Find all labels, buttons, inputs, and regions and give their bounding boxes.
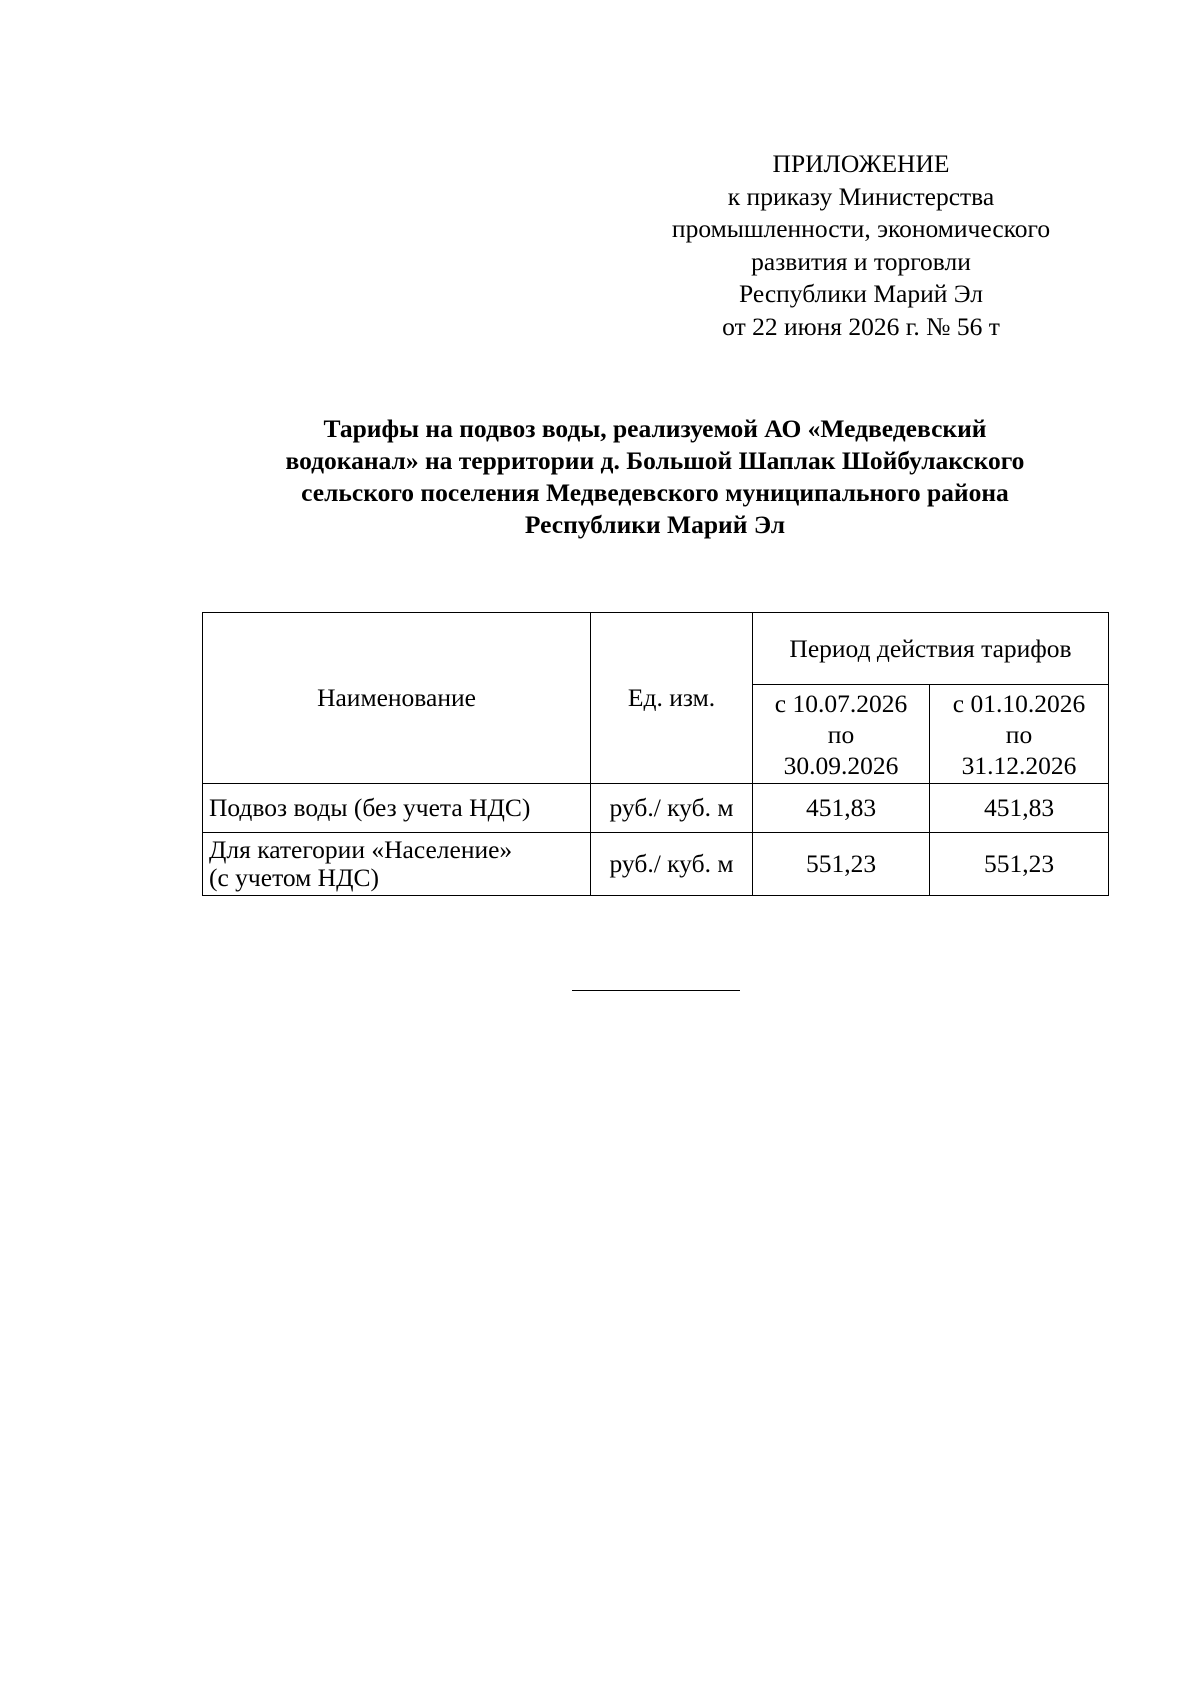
title-line: Тарифы на подвоз воды, реализуемой АО «Медведевский [323,414,987,443]
period-from: с 01.10.2026 [952,688,1086,718]
row-value-period-2: 451,83 [930,784,1109,833]
appendix-heading: ПРИЛОЖЕНИЕ [772,149,950,178]
period-sep: по [1005,719,1033,749]
table-header-row [203,613,1109,685]
period-to: 30.09.2026 [783,750,899,780]
title-line: водоканал» на территории д. Большой Шаплак Шойбулакского [285,446,1025,475]
appendix-line: развития и торговли [751,246,971,276]
period-to: 31.12.2026 [961,750,1077,780]
row-name-line: (с учетом НДС) [209,863,379,892]
row-value-period-1: 451,83 [753,784,930,833]
closing-divider [572,990,740,991]
row-name-line: Для категории «Население» [209,835,513,864]
header-period-1 [753,685,930,784]
header-name: Наименование [203,613,591,784]
row-value-period-2: 551,23 [930,833,1109,896]
tariffs-table [202,612,1109,896]
title-line: сельского поселения Медведевского муниципального района [301,478,1009,507]
row-unit: руб./ куб. м [591,784,753,833]
document-title [200,413,1110,541]
title-line: Республики Марий Эл [524,510,786,539]
header-period: Период действия тарифов [753,613,1109,685]
row-value-period-1: 551,23 [753,833,930,896]
period-from: с 10.07.2026 [774,688,908,718]
row-name: Подвоз воды (без учета НДС) [203,784,591,833]
appendix-line: промышленности, экономического [671,214,1051,243]
appendix-line: к приказу Министерства [727,181,995,211]
row-name [203,833,591,896]
row-unit: руб./ куб. м [591,833,753,896]
appendix-block [628,148,1094,343]
period-sep: по [827,719,855,749]
table-row [203,833,1109,896]
header-unit: Ед. изм. [591,613,753,784]
header-period-2 [930,685,1109,784]
appendix-order-date: от 22 июня 2026 г. № 56 т [722,311,1000,341]
table-row [203,784,1109,833]
appendix-line: Республики Марий Эл [739,279,983,308]
